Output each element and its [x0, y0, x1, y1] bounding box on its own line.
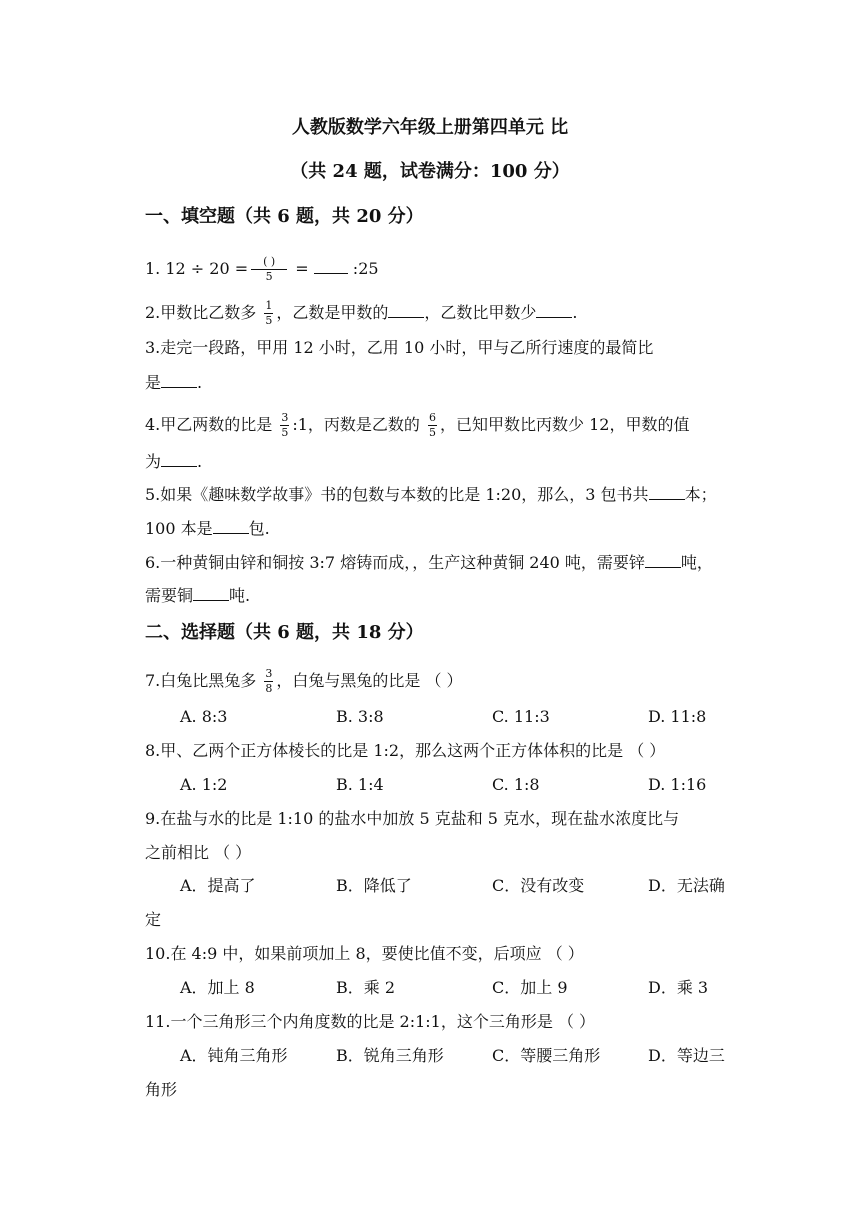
- q10-options: [0, 978, 860, 998]
- q6-line1-end: 吨，: [680, 553, 713, 572]
- q8-option-c[interactable]: C. 1:8: [492, 775, 540, 794]
- question-6-line-1: [145, 552, 735, 573]
- q2-text-start: 2.甲数比乙数多: [145, 303, 262, 322]
- q5-answer-blank-2[interactable]: [213, 518, 249, 534]
- q7-text-start: 7.白兔比黑兔多: [145, 671, 262, 690]
- q7-options: [0, 707, 860, 727]
- q4-fraction-1-numerator: 3: [281, 411, 289, 424]
- q4-text-start: 4.甲乙两数的比是: [145, 415, 278, 434]
- question-5-line-1: [145, 484, 735, 505]
- q11-options: [0, 1046, 860, 1066]
- section-fill-heading: 一、填空题（共 6 题，共 20 分）: [145, 206, 424, 227]
- q2-text-end: .: [572, 303, 578, 322]
- question-2: [145, 300, 735, 327]
- q3-line2-text: 是: [145, 373, 162, 392]
- q6-line2-end: 吨.: [229, 586, 251, 605]
- question-5-line-2: [145, 518, 735, 539]
- q8-option-b[interactable]: B. 1:4: [336, 775, 384, 794]
- q2-fraction: [264, 300, 273, 327]
- q1-fraction-denominator: 5: [265, 270, 273, 283]
- q8-option-d[interactable]: D. 1:16: [648, 775, 707, 794]
- q4-fraction-2-numerator: 6: [429, 411, 437, 424]
- q11-option-b[interactable]: B．锐角三角形: [336, 1046, 444, 1065]
- q2-answer-blank-2[interactable]: [536, 302, 572, 318]
- q10-option-c[interactable]: C．加上 9: [492, 978, 568, 997]
- q2-answer-blank-1[interactable]: [388, 302, 424, 318]
- q1-fraction: [251, 256, 287, 283]
- q4-fraction-1-denominator: 5: [281, 426, 289, 439]
- q10-option-b[interactable]: B．乘 2: [336, 978, 396, 997]
- q4-fraction-2: [428, 412, 437, 439]
- section-choice-heading: 二、选择题（共 6 题，共 18 分）: [145, 622, 424, 643]
- q1-answer-blank[interactable]: [314, 258, 348, 274]
- q1-expression: 1. 12 ÷ 20 =: [145, 259, 249, 278]
- q9-option-d-wrap: 定: [145, 910, 162, 929]
- q8-options: [0, 775, 860, 795]
- q5-line1-end: 本；: [684, 485, 717, 504]
- question-3-line-1: 3.走完一段路，甲用 12 小时，乙用 10 小时，甲与乙所行速度的最简比: [145, 338, 654, 357]
- question-4-line-1: [145, 412, 735, 439]
- q11-option-a[interactable]: A．钝角三角形: [180, 1046, 288, 1065]
- q7-option-a[interactable]: A. 8:3: [180, 707, 228, 726]
- q9-option-a[interactable]: A．提高了: [180, 876, 256, 895]
- question-9-line-1: 9.在盐与水的比是 1:10 的盐水中加放 5 克盐和 5 克水，现在盐水浓度比与: [145, 809, 680, 828]
- q6-answer-blank-1[interactable]: [645, 552, 681, 568]
- q9-option-c[interactable]: C．没有改变: [492, 876, 585, 895]
- q4-text-middle-2: ，已知甲数比丙数少 12，甲数的值: [440, 415, 690, 434]
- question-10: 10.在 4:9 中，如果前项加上 8，要使比值不变，后项应 （ ）: [145, 944, 584, 963]
- q3-answer-blank[interactable]: [161, 372, 197, 388]
- question-4-line-2: [145, 451, 735, 472]
- question-11: 11.一个三角形三个内角度数的比是 2:1:1，这个三角形是 （ ）: [145, 1012, 596, 1031]
- question-1: [145, 256, 735, 283]
- q5-line2-end: 包.: [248, 519, 270, 538]
- q4-fraction-1: [280, 412, 289, 439]
- q5-line2-text: 100 本是: [145, 519, 213, 538]
- q2-fraction-numerator: 1: [265, 299, 273, 312]
- q5-answer-blank-1[interactable]: [649, 484, 685, 500]
- q3-text-end: .: [197, 373, 203, 392]
- q10-option-a[interactable]: A．加上 8: [180, 978, 255, 997]
- q11-option-d-wrap: 角形: [145, 1080, 178, 1099]
- q11-option-d[interactable]: D．等边三: [648, 1046, 725, 1065]
- q1-equals: =: [290, 259, 314, 278]
- q9-option-d[interactable]: D．无法确: [648, 876, 725, 895]
- q1-ratio-tail: :25: [347, 259, 379, 278]
- q6-line1-text: 6.一种黄铜由锌和铜按 3:7 熔铸而成，，生产这种黄铜 240 吨，需要锌: [145, 553, 645, 572]
- q7-option-b[interactable]: B. 3:8: [336, 707, 384, 726]
- q7-fraction-numerator: 3: [265, 667, 273, 680]
- question-9-line-2: 之前相比 （ ）: [145, 843, 252, 862]
- page-subtitle: （共 24 题，试卷满分：100 分）: [290, 161, 570, 182]
- q11-option-c[interactable]: C．等腰三角形: [492, 1046, 601, 1065]
- q7-option-d[interactable]: D. 11:8: [648, 707, 707, 726]
- q7-fraction: [264, 668, 273, 695]
- q2-text-middle: ，乙数是甲数的: [276, 303, 389, 322]
- page-title: 人教版数学六年级上册第四单元 比: [291, 117, 569, 138]
- q4-text-middle-1: :1，丙数是乙数的: [292, 415, 426, 434]
- q2-text-middle-2: ，乙数比甲数少: [424, 303, 537, 322]
- q1-fraction-numerator: ( ): [251, 256, 287, 270]
- q9-options: [0, 876, 860, 896]
- q2-fraction-denominator: 5: [265, 314, 273, 327]
- q4-text-end: .: [197, 452, 203, 471]
- question-3-line-2: [145, 372, 735, 393]
- q4-fraction-2-denominator: 5: [429, 426, 437, 439]
- q7-option-c[interactable]: C. 11:3: [492, 707, 550, 726]
- q5-line1-text: 5.如果《趣味数学故事》书的包数与本数的比是 1:20，那么，3 包书共: [145, 485, 649, 504]
- q6-answer-blank-2[interactable]: [193, 585, 229, 601]
- q4-line2-text: 为: [145, 452, 162, 471]
- q8-option-a[interactable]: A. 1:2: [180, 775, 228, 794]
- question-7: [145, 668, 735, 695]
- q6-line2-text: 需要铜: [145, 586, 194, 605]
- q4-answer-blank[interactable]: [161, 451, 197, 467]
- q10-option-d[interactable]: D．乘 3: [648, 978, 709, 997]
- q9-option-b[interactable]: B．降低了: [336, 876, 412, 895]
- question-6-line-2: [145, 585, 735, 606]
- q7-text-end: ，白兔与黑兔的比是 （ ）: [276, 671, 463, 690]
- q7-fraction-denominator: 8: [265, 682, 273, 695]
- question-8: 8.甲、乙两个正方体棱长的比是 1:2，那么这两个正方体体积的比是 （ ）: [145, 741, 666, 760]
